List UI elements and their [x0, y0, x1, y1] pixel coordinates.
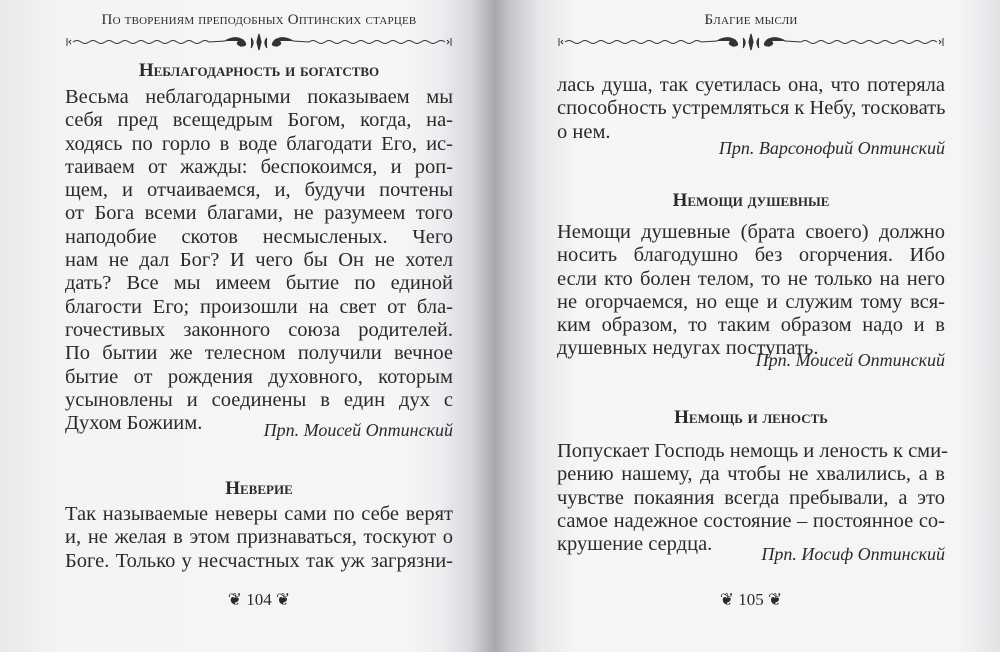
text-line: бытие от рождения духовного, которым [65, 365, 453, 388]
text-line: ким образом, то таким образом надо и в [557, 314, 945, 337]
text-line: Немощи душевные (брата своего) должно [557, 221, 945, 243]
text-line: Весьма неблагодарными показываем мы [65, 86, 453, 108]
text-line: и, не желая в этом признаваться, тоскуют о [65, 526, 453, 549]
text-line: от Бога всеми благами, не разумеем того [65, 202, 453, 225]
text-line: лась душа, так суетилась она, что потеряла [557, 74, 945, 96]
text-line: Попускает Господь немощь и леность к сми- [557, 440, 948, 462]
attribution: Прп. Моисей Оптинский [263, 420, 453, 440]
running-head: По творениям преподобных Оптинских старцев [101, 12, 417, 28]
section-body [557, 440, 948, 556]
text-line: По бытии же телесном получили вечное [65, 342, 453, 365]
text-line: щем, и отчаиваемся, и, будучи почтены [65, 179, 453, 202]
text-line: рению нашему, да чтобы не хвалились, а в [557, 463, 945, 486]
page-number: ❦ 104 ❦ [227, 590, 291, 609]
text-line: наподобие скотов несмысленых. Чего [65, 225, 453, 248]
continuation-body [557, 74, 945, 144]
text-line: таиваем от жажды: беспокоимся, и роп- [65, 155, 453, 178]
section-body [65, 86, 453, 435]
text-line: Духом Божиим. [65, 412, 203, 435]
text-line: крушение сердца. [557, 533, 713, 556]
page-number: ❦ 105 ❦ [719, 590, 783, 609]
page-number-value: 105 [738, 590, 764, 609]
attribution: Прп. Варсонофий Оптинский [718, 138, 945, 158]
text-line: Так называемые неверы сами по себе верят [65, 503, 453, 525]
text-line: ходясь по горло в воде благодати Его, ис- [65, 132, 453, 155]
text-line: нам не дал Бог? И чего бы Он не хотел [65, 249, 453, 272]
section-title: Неблагодарность и богатство [138, 60, 380, 81]
text-line: гочестивых законного союза родителей. [65, 318, 453, 341]
ornament-divider [65, 32, 453, 52]
ornament-divider [557, 32, 945, 52]
text-line: дать? Все мы имеем бытие по единой [65, 272, 453, 295]
text-line: себя пред всещедрым Богом, когда, на- [65, 109, 453, 132]
running-head: Благие мысли [704, 12, 798, 28]
left-page [65, 0, 453, 652]
attribution: Прп. Моисей Оптинский [755, 350, 945, 370]
text-line: чувстве покаяния всегда пребывали, а это [557, 486, 945, 509]
text-line: если кто болен телом, то не только на него [557, 267, 945, 290]
right-page [557, 0, 948, 652]
text-line: способность устремляться к Небу, тосковать [557, 97, 946, 120]
attribution: Прп. Иосиф Оптинский [761, 544, 945, 564]
section-title: Немощи душевные [672, 190, 830, 211]
text-line: носить благодушно без огорчения. Ибо [557, 244, 945, 267]
text-line: Боге. Только у несчастных так уж загрязни- [65, 549, 453, 572]
page-number-value: 104 [246, 590, 272, 609]
text-line: самое надежное состояние – постоянное со- [557, 509, 945, 532]
text-line: не огорчаемся, но еще и служим тому вся- [557, 290, 945, 313]
section-title: Неверие [225, 478, 293, 499]
text-line: душевных недугах поступать. [557, 337, 819, 360]
text-line: благости Его; произошли на свет от бла- [65, 295, 453, 318]
text-line: о нем. [557, 120, 611, 143]
text-line: усыновлены и соединены в един дух с [65, 388, 453, 411]
section-body [557, 221, 945, 361]
section-body [65, 503, 453, 573]
section-title: Немощь и леность [674, 407, 828, 428]
